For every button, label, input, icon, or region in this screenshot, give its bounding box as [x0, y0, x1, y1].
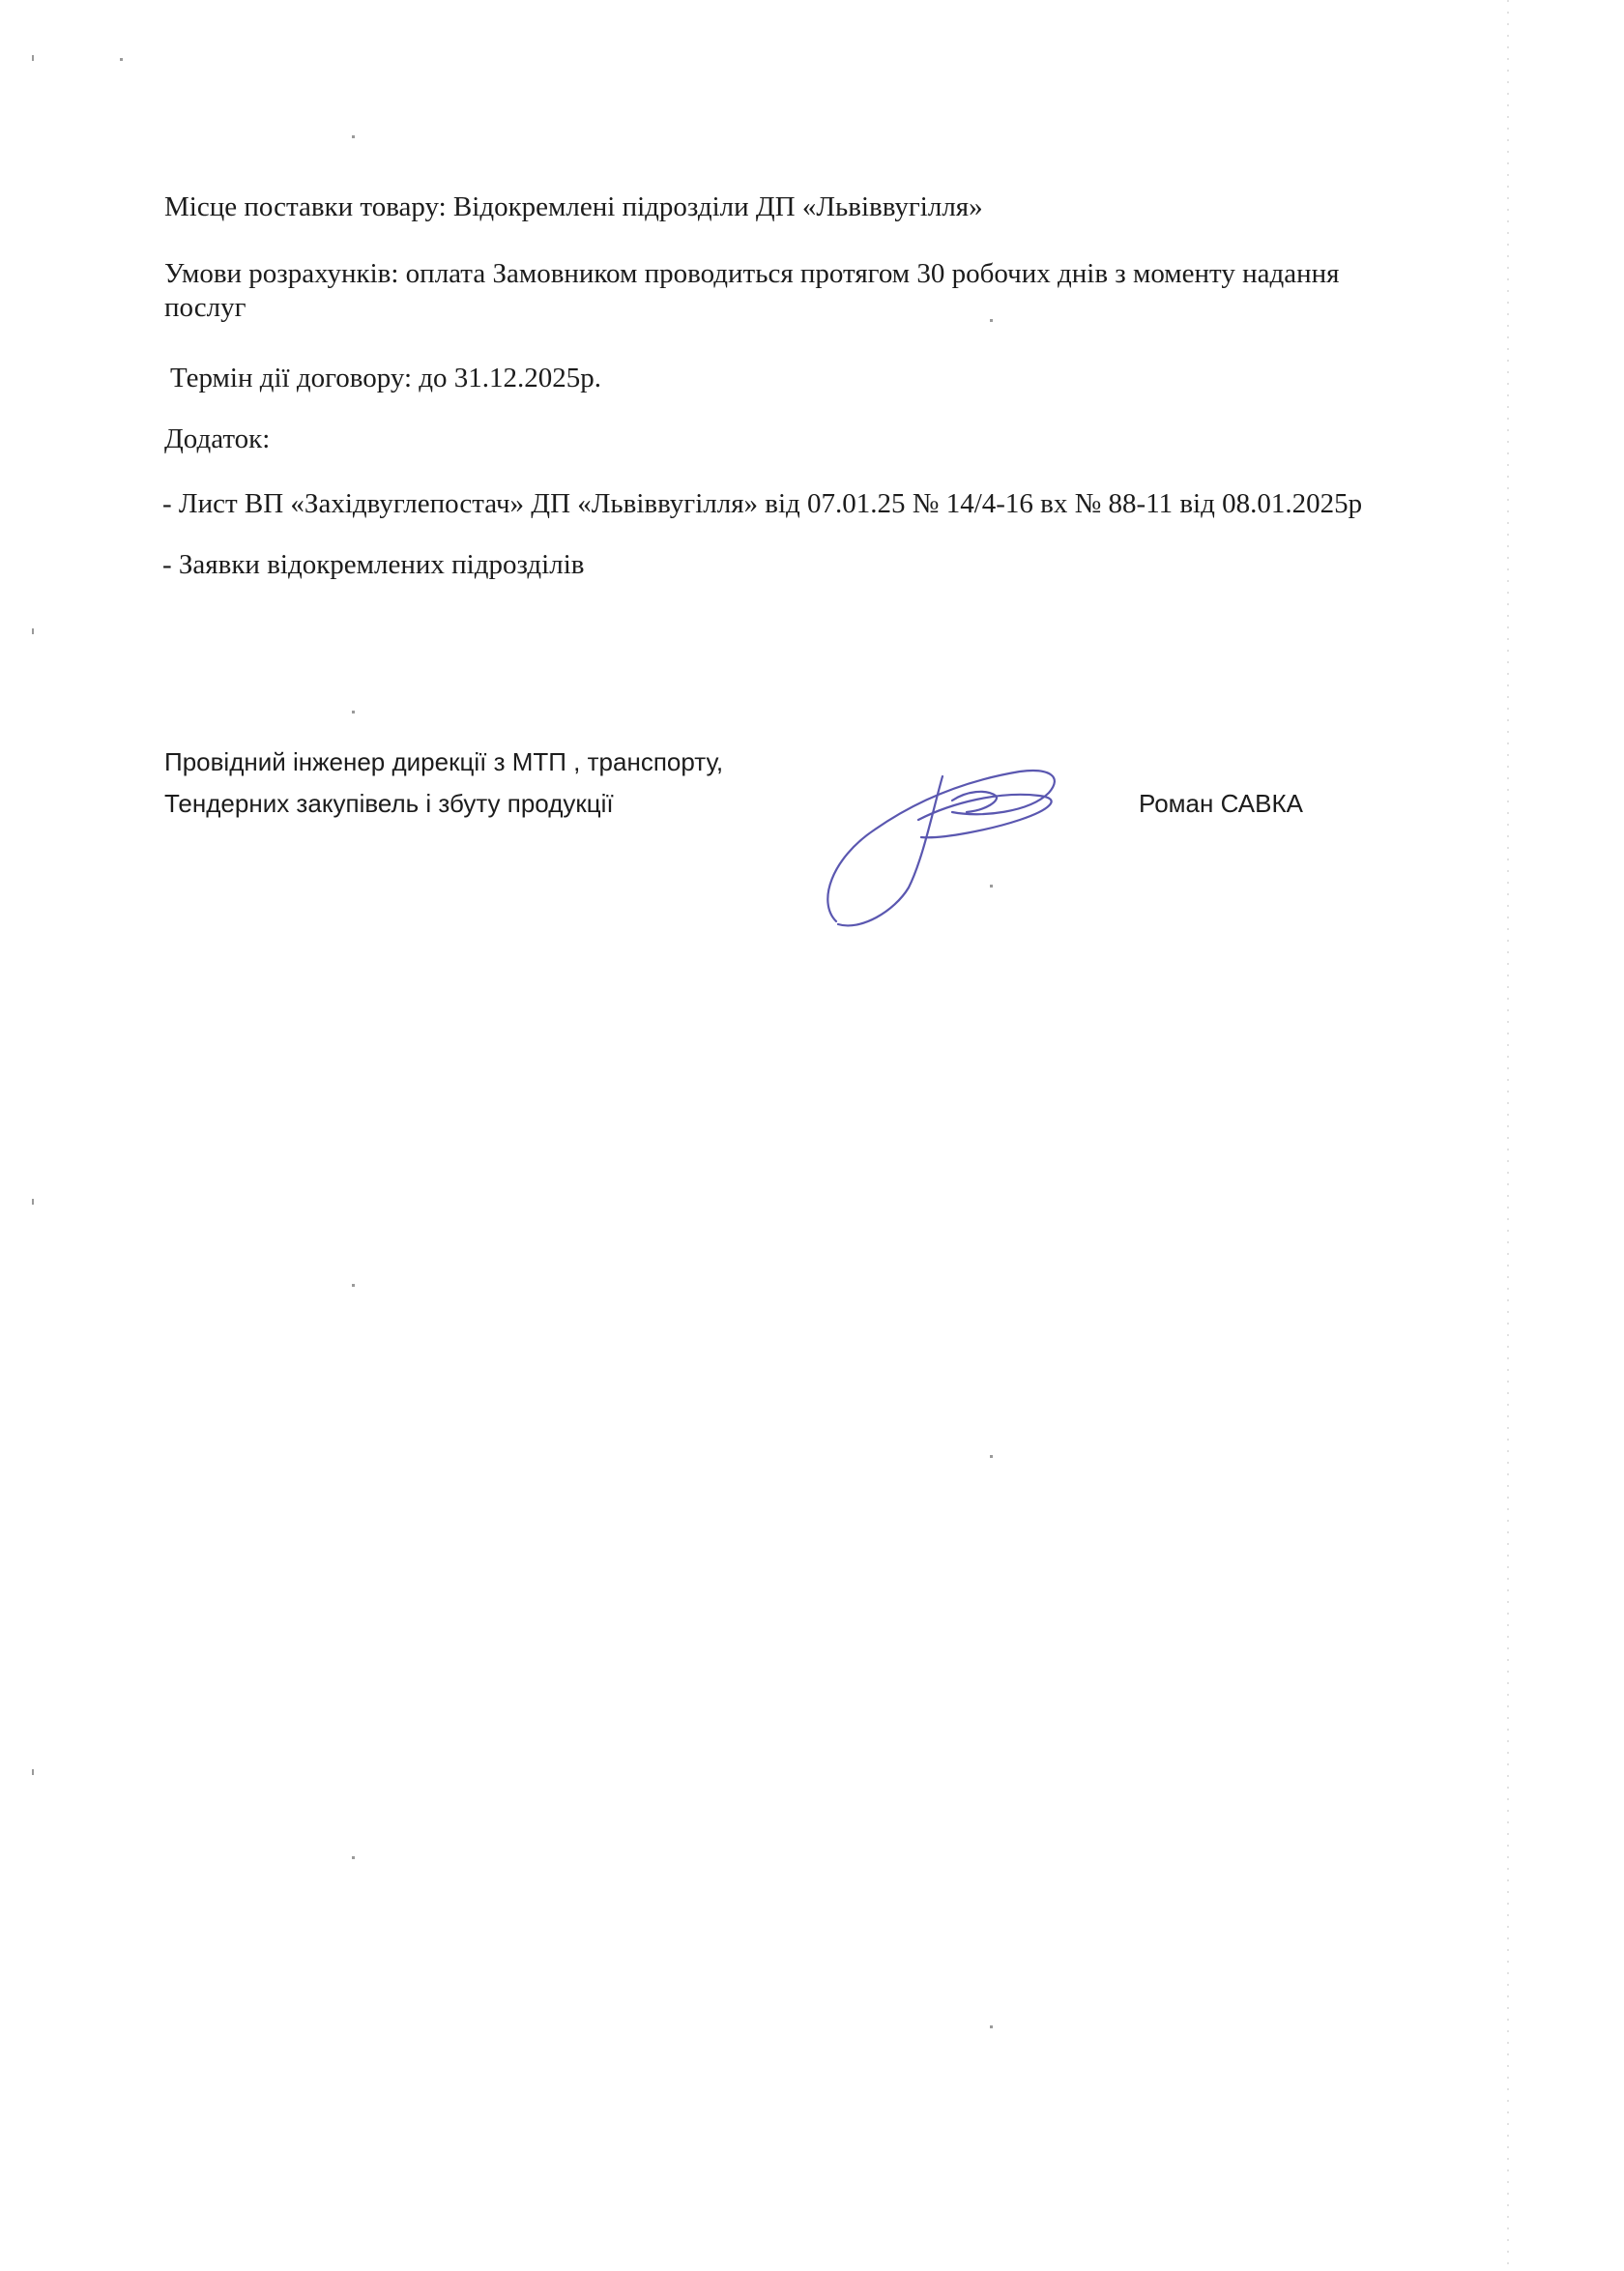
- attachment-item-requests: - Заявки відокремлених підрозділів: [162, 549, 585, 580]
- signatory-position-line-2: Тендерних закупівель і збуту продукції: [164, 789, 614, 818]
- signatory-name: Роман САВКА: [1139, 789, 1303, 818]
- attachment-item-letter: - Лист ВП «Західвуглепостач» ДП «Львіввугілля» від 07.01.25 № 14/4-16 вх № 88-11 від 08.01.2025р: [162, 488, 1363, 519]
- signatory-position-line-1: Провідний інженер дирекції з МТП , транспорту,: [164, 747, 724, 776]
- handwritten-signature: [817, 742, 1088, 936]
- signature-stroke-loop: [827, 771, 1055, 921]
- signature-stroke-cross: [918, 795, 1052, 837]
- delivery-place-text: Місце поставки товару: Відокремлені підрозділи ДП «Львіввугілля»: [164, 191, 983, 222]
- contract-term-text: Термін дії договору: до 31.12.2025р.: [170, 363, 602, 393]
- attachments-heading: Додаток:: [164, 423, 271, 454]
- payment-terms-line-2: послуг: [164, 292, 246, 323]
- signature-stroke-inner: [952, 792, 997, 812]
- payment-terms-line-1: Умови розрахунків: оплата Замовником проводиться протягом 30 робочих днів з моменту надання: [164, 258, 1340, 289]
